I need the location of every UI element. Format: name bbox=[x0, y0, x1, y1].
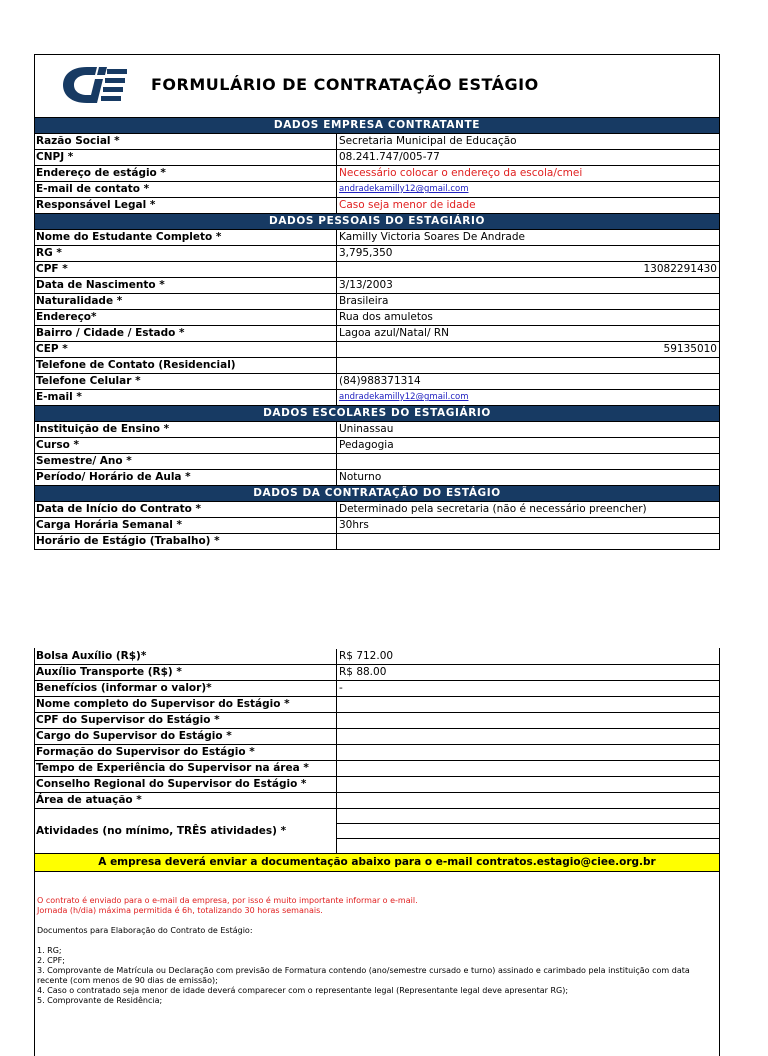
field-label: Carga Horária Semanal * bbox=[35, 518, 337, 533]
field-label: Período/ Horário de Aula * bbox=[35, 470, 337, 485]
data-inicio-field[interactable]: Determinado pela secretaria (não é necessário preencher) bbox=[339, 503, 647, 515]
row-beneficios bbox=[35, 681, 719, 697]
telefone-residencial-field[interactable] bbox=[337, 358, 719, 373]
supervisor-cpf-field[interactable] bbox=[337, 713, 719, 728]
beneficios-field[interactable]: - bbox=[339, 682, 343, 694]
notes-block bbox=[35, 872, 719, 1056]
atividade-2-field[interactable] bbox=[337, 824, 719, 839]
form-sheet-continued bbox=[34, 648, 720, 1056]
row-naturalidade bbox=[35, 294, 719, 310]
row-curso bbox=[35, 438, 719, 454]
auxilio-transporte-field[interactable]: R$ 88.00 bbox=[339, 666, 387, 678]
bolsa-auxilio-field[interactable]: R$ 712.00 bbox=[339, 650, 394, 662]
row-email bbox=[35, 390, 719, 406]
field-label: CEP * bbox=[35, 342, 337, 357]
section-escolares: DADOS ESCOLARES DO ESTAGIÁRIO bbox=[35, 406, 719, 422]
field-label: Área de atuação * bbox=[35, 793, 337, 808]
supervisor-cargo-field[interactable] bbox=[337, 729, 719, 744]
field-label: CPF do Supervisor do Estágio * bbox=[35, 713, 337, 728]
docs-title: Documentos para Elaboração do Contrato de Estágio: bbox=[37, 926, 253, 935]
field-label: Responsável Legal * bbox=[35, 198, 337, 213]
form-sheet bbox=[34, 54, 720, 550]
field-label: Conselho Regional do Supervisor do Estágio * bbox=[35, 777, 337, 792]
row-instituicao bbox=[35, 422, 719, 438]
doc-item: 1. RG; bbox=[37, 946, 62, 955]
row-rg bbox=[35, 246, 719, 262]
field-label: Razão Social * bbox=[35, 134, 337, 149]
row-carga-horaria bbox=[35, 518, 719, 534]
field-label: Naturalidade * bbox=[35, 294, 337, 309]
field-label: Horário de Estágio (Trabalho) * bbox=[35, 534, 337, 549]
field-label: Endereço de estágio * bbox=[35, 166, 337, 181]
field-label: Benefícios (informar o valor)* bbox=[35, 681, 337, 696]
row-periodo bbox=[35, 470, 719, 486]
field-label: Curso * bbox=[35, 438, 337, 453]
field-label: Formação do Supervisor do Estágio * bbox=[35, 745, 337, 760]
endereco-estagio-field[interactable]: Necessário colocar o endereço da escola/cmei bbox=[339, 167, 583, 179]
ciee-logo-icon bbox=[57, 63, 129, 107]
responsavel-legal-field[interactable]: Caso seja menor de idade bbox=[339, 199, 476, 211]
row-supervisor-conselho bbox=[35, 777, 719, 793]
row-data-inicio bbox=[35, 502, 719, 518]
section-pessoais: DADOS PESSOAIS DO ESTAGIÁRIO bbox=[35, 214, 719, 230]
supervisor-experiencia-field[interactable] bbox=[337, 761, 719, 776]
field-label: Endereço* bbox=[35, 310, 337, 325]
periodo-field[interactable]: Noturno bbox=[339, 471, 382, 483]
field-label: RG * bbox=[35, 246, 337, 261]
row-area-atuacao bbox=[35, 793, 719, 809]
documentation-notice: A empresa deverá enviar a documentação abaixo para o e-mail contratos.estagio@ciee.org.br bbox=[35, 854, 719, 872]
razao-social-field[interactable]: Secretaria Municipal de Educação bbox=[339, 135, 517, 147]
rg-field[interactable]: 3,795,350 bbox=[339, 247, 393, 259]
row-supervisor-cargo bbox=[35, 729, 719, 745]
section-empresa: DADOS EMPRESA CONTRATANTE bbox=[35, 118, 719, 134]
row-supervisor-cpf bbox=[35, 713, 719, 729]
field-label: Semestre/ Ano * bbox=[35, 454, 337, 469]
row-email-contato bbox=[35, 182, 719, 198]
curso-field[interactable]: Pedagogia bbox=[339, 439, 394, 451]
field-label: CNPJ * bbox=[35, 150, 337, 165]
field-label: Tempo de Experiência do Supervisor na área * bbox=[35, 761, 337, 776]
row-nome-estudante bbox=[35, 230, 719, 246]
data-nascimento-field[interactable]: 3/13/2003 bbox=[339, 279, 393, 291]
row-cpf bbox=[35, 262, 719, 278]
form-title: FORMULÁRIO DE CONTRATAÇÃO ESTÁGIO bbox=[151, 75, 539, 94]
field-label: Data de Nascimento * bbox=[35, 278, 337, 293]
email-contato-link[interactable]: andradekamilly12@gmail.com bbox=[339, 184, 469, 194]
row-supervisor-formacao bbox=[35, 745, 719, 761]
atividades-fields bbox=[337, 809, 719, 853]
email-link[interactable]: andradekamilly12@gmail.com bbox=[339, 392, 469, 402]
atividade-1-field[interactable] bbox=[337, 809, 719, 824]
naturalidade-field[interactable]: Brasileira bbox=[339, 295, 389, 307]
note-jornada: Jornada (h/dia) máxima permitida é 6h, totalizando 30 horas semanais. bbox=[37, 906, 323, 915]
row-semestre bbox=[35, 454, 719, 470]
field-label: Nome do Estudante Completo * bbox=[35, 230, 337, 245]
field-label: Auxílio Transporte (R$) * bbox=[35, 665, 337, 680]
field-label: Cargo do Supervisor do Estágio * bbox=[35, 729, 337, 744]
field-label: Nome completo do Supervisor do Estágio * bbox=[35, 697, 337, 712]
row-telefone-residencial bbox=[35, 358, 719, 374]
row-endereco bbox=[35, 310, 719, 326]
nome-estudante-field[interactable]: Kamilly Victoria Soares De Andrade bbox=[339, 231, 525, 243]
row-cnpj bbox=[35, 150, 719, 166]
row-razao-social bbox=[35, 134, 719, 150]
row-horario-estagio bbox=[35, 534, 719, 550]
field-label: CPF * bbox=[35, 262, 337, 277]
field-label: Bolsa Auxílio (R$)* bbox=[35, 649, 337, 664]
instituicao-field[interactable]: Uninassau bbox=[339, 423, 394, 435]
field-label: Instituição de Ensino * bbox=[35, 422, 337, 437]
row-supervisor-experiencia bbox=[35, 761, 719, 777]
row-endereco-estagio bbox=[35, 166, 719, 182]
field-label: Telefone Celular * bbox=[35, 374, 337, 389]
row-supervisor-nome bbox=[35, 697, 719, 713]
field-label: Data de Início do Contrato * bbox=[35, 502, 337, 517]
note-email: O contrato é enviado para o e-mail da empresa, por isso é muito importante informar o e-mail. bbox=[37, 896, 418, 905]
row-atividades bbox=[35, 809, 719, 854]
cep-field[interactable]: 59135010 bbox=[663, 343, 717, 355]
section-contratacao: DADOS DA CONTRATAÇÃO DO ESTÁGIO bbox=[35, 486, 719, 502]
row-data-nascimento bbox=[35, 278, 719, 294]
bairro-cidade-estado-field[interactable]: Lagoa azul/Natal/ RN bbox=[339, 327, 449, 339]
field-label: Telefone de Contato (Residencial) bbox=[35, 358, 337, 373]
row-auxilio-transporte bbox=[35, 665, 719, 681]
field-label: E-mail * bbox=[35, 390, 337, 405]
telefone-celular-field[interactable]: (84)988371314 bbox=[339, 375, 421, 387]
cpf-field[interactable]: 13082291430 bbox=[643, 263, 717, 275]
doc-item: 2. CPF; bbox=[37, 956, 65, 965]
doc-item: 3. Comprovante de Matrícula ou Declaração com previsão de Formatura contendo (ano/semestre cursado e turno) assinado e carimbado pela instituição com data recente (com menos de 90 dias de emissão); bbox=[37, 966, 690, 985]
semestre-field[interactable] bbox=[337, 454, 719, 469]
horario-estagio-field[interactable] bbox=[337, 534, 719, 549]
area-atuacao-field[interactable] bbox=[337, 793, 719, 808]
row-responsavel-legal bbox=[35, 198, 719, 214]
supervisor-conselho-field[interactable] bbox=[337, 777, 719, 792]
form-header bbox=[35, 55, 719, 118]
row-cep bbox=[35, 342, 719, 358]
carga-horaria-field[interactable]: 30hrs bbox=[339, 519, 369, 531]
field-label: E-mail de contato * bbox=[35, 182, 337, 197]
cnpj-field[interactable]: 08.241.747/005-77 bbox=[339, 151, 440, 163]
doc-item: 4. Caso o contratado seja menor de idade deverá comparecer com o representante legal (Representante legal deve apresentar RG); bbox=[37, 986, 569, 995]
endereco-field[interactable]: Rua dos amuletos bbox=[339, 311, 433, 323]
field-label: Atividades (no mínimo, TRÊS atividades) * bbox=[35, 809, 337, 853]
doc-item: 5. Comprovante de Residência; bbox=[37, 996, 163, 1005]
supervisor-formacao-field[interactable] bbox=[337, 745, 719, 760]
supervisor-nome-field[interactable] bbox=[337, 697, 719, 712]
row-bolsa-auxilio bbox=[35, 648, 719, 665]
row-telefone-celular bbox=[35, 374, 719, 390]
row-bairro-cidade-estado bbox=[35, 326, 719, 342]
atividade-3-field[interactable] bbox=[337, 839, 719, 853]
field-label: Bairro / Cidade / Estado * bbox=[35, 326, 337, 341]
